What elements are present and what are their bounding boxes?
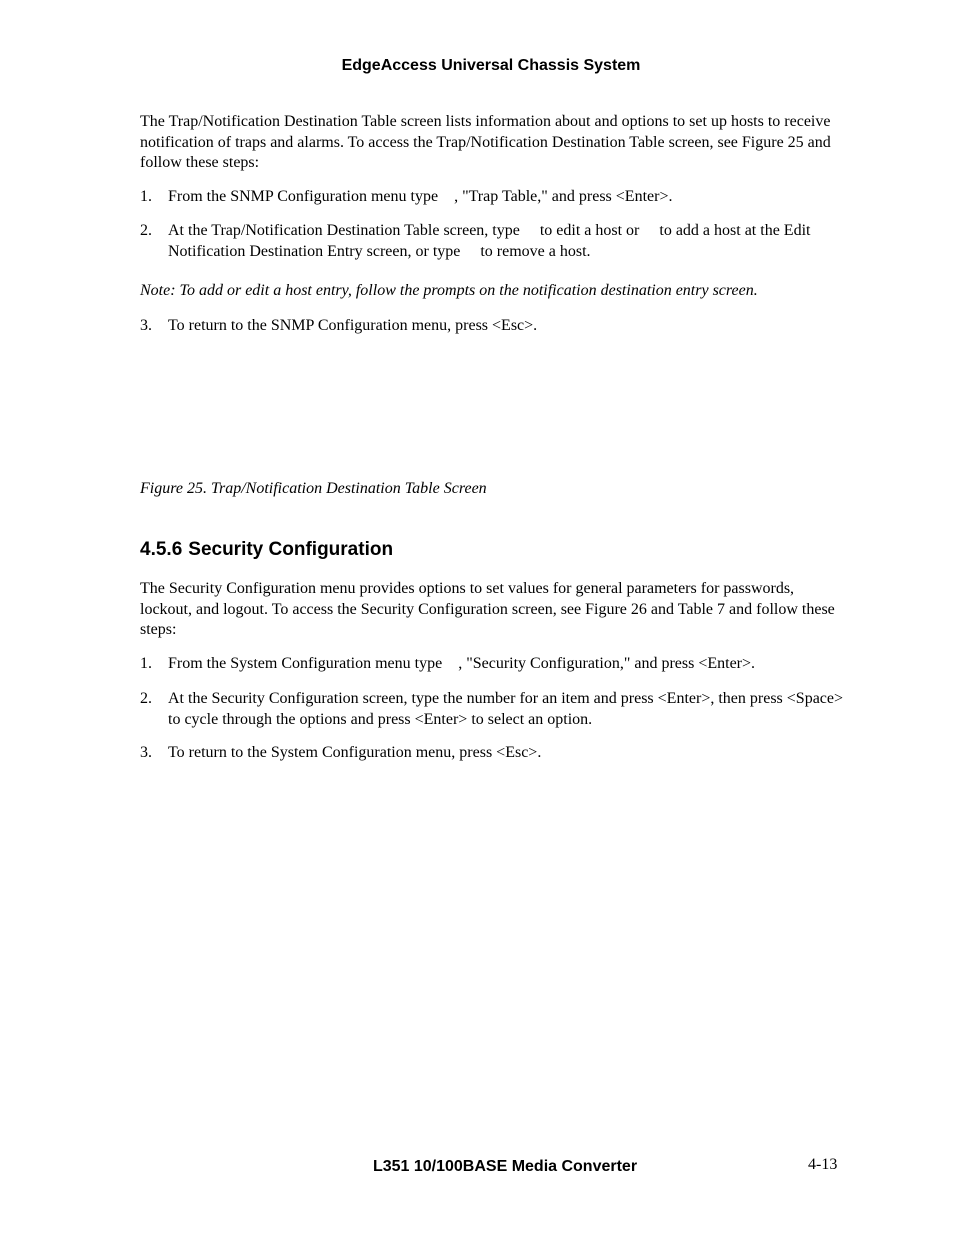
step-number: 2. [140, 222, 152, 239]
step-text: From the SNMP Configuration menu type , "Trap Table," and press <Enter>. [168, 188, 673, 205]
step-text: From the System Configuration menu type , "Security Configuration," and press <Enter>. [168, 655, 756, 672]
step-text: At the Trap/Notification Destination Table screen, type to edit a host or to add a host at the Edit Notification Destination Entry screen, or type to remove a host. [168, 222, 815, 260]
section-title: Security Configuration [188, 539, 394, 560]
step-number: 3. [140, 317, 152, 334]
section-number: 4.5.6 [140, 539, 183, 560]
trap-step-1 [140, 187, 846, 208]
step-text: To return to the SNMP Configuration menu, press <Esc>. [168, 317, 538, 334]
section-heading-security [140, 538, 393, 562]
security-step-3 [140, 743, 846, 764]
step-number: 1. [140, 655, 152, 672]
page-number: 4-13 [808, 1156, 838, 1173]
step-number: 1. [140, 188, 152, 205]
step-text: At the Security Configuration screen, type the number for an item and press <Enter>, then press <Space> to cycle through the options and press <Enter> to select an option. [168, 690, 844, 728]
security-step-2 [140, 689, 846, 730]
trap-step-2 [140, 221, 846, 262]
step-number: 2. [140, 690, 152, 707]
footer-product-title: L351 10/100BASE Media Converter [372, 1158, 638, 1175]
security-step-1 [140, 654, 846, 675]
trap-intro-paragraph: The Trap/Notification Destination Table screen lists information about and options to set up hosts to receive notification of traps and alarms. To access the Trap/Notification Destination Table screen, see Figure 25 and follow these steps: [140, 113, 831, 171]
step-number: 3. [140, 744, 152, 761]
trap-note: Note: To add or edit a host entry, follow the prompts on the notification destination entry screen. [140, 282, 758, 299]
security-intro-paragraph: The Security Configuration menu provides options to set values for general parameters for passwords, lockout, and logout. To access the Security Configuration screen, see Figure 26 and Table 7 and follow these steps: [140, 580, 835, 638]
figure-25-caption: Figure 25. Trap/Notification Destination Table Screen [140, 480, 487, 497]
trap-step-3 [140, 316, 846, 337]
step-text: To return to the System Configuration menu, press <Esc>. [168, 744, 542, 761]
running-header: EdgeAccess Universal Chassis System [341, 57, 641, 74]
